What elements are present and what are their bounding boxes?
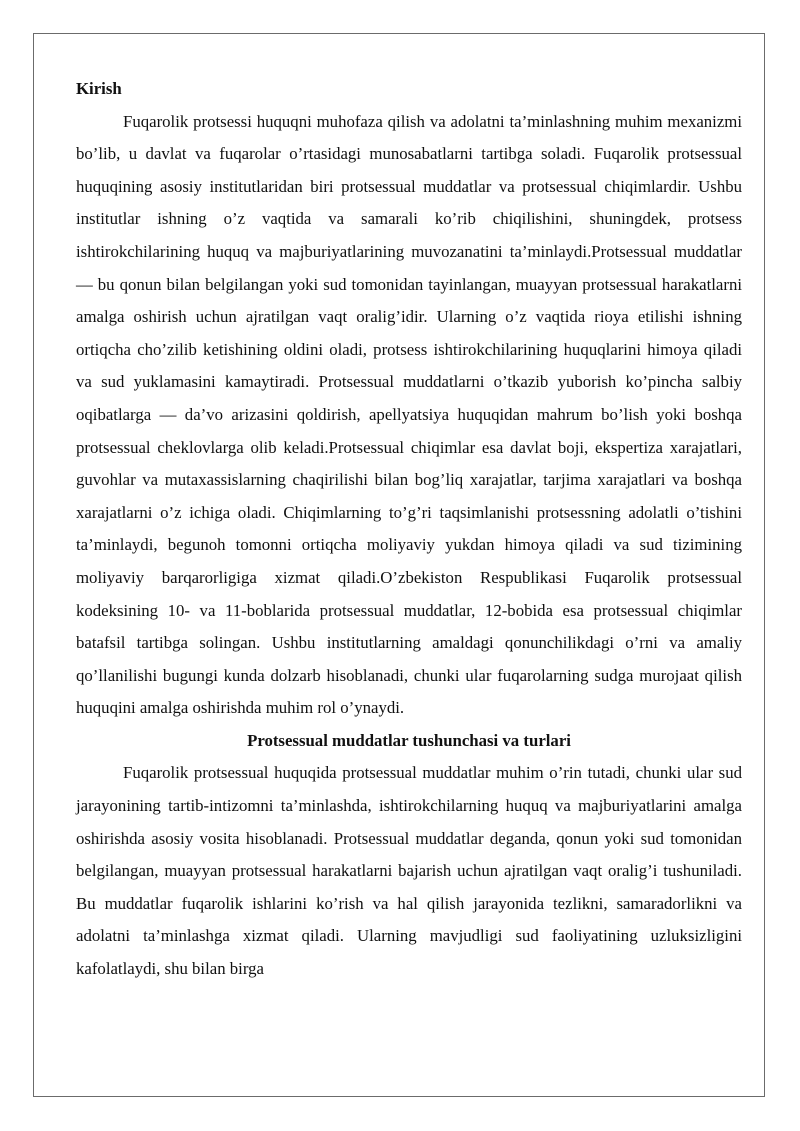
document-body — [76, 73, 742, 986]
section-paragraph: Fuqarolik protsessual huquqida protsessual muddatlar muhim o’rin tutadi, chunki ular sud jarayonining tartib-intizomni ta’minlashda, ishtirokchilarning huquq va majburiyatlarini amalga oshirishda asosiy vosita hisoblanadi. Protsessual muddatlar deganda, qonun yoki sud tomonidan belgilangan, muayyan protsessual harakatlarni bajarish uchun ajratilgan vaqt oralig’i tushuniladi. Bu muddatlar fuqarolik ishlarini ko’rish va hal qilish jarayonida tezlikni, samaradorlikni va adolatni ta’minlashga xizmat qiladi. Ularning mavjudligi sud faoliyatining uzluksizligini kafolatlaydi, shu bilan birga — [76, 763, 742, 979]
section-heading: Protsessual muddatlar tushunchasi va turlari — [247, 730, 571, 750]
intro-paragraph: Fuqarolik protsessi huquqni muhofaza qilish va adolatni ta’minlashning muhim mexanizmi bo’lib, u davlat va fuqarolar o’rtasidagi munosabatlarni tartibga soladi. Fuqarolik protsessual huquqining asosiy institutlaridan biri protsessual muddatlar va protsessual chiqimlardir. Ushbu institutlar ishning o’z vaqtida va samarali ko’rib chiqilishini, shuningdek, protsess ishtirokchilarining huquq va majburiyatlarining muvozanatini ta’minlaydi.Protsessual muddatlar — bu qonun bilan belgilangan yoki sud tomonidan tayinlangan, muayyan protsessual harakatlarni amalga oshirish uchun ajratilgan vaqt oralig’idir. Ularning o’z vaqtida rioya etilishi ishning ortiqcha cho’zilib ketishining oldini oladi, protsess ishtirokchilarining huquqlarini himoya qiladi va sud yuklamasini kamaytiradi. Protsessual muddatlarni o’tkazib yuborish ko’pincha salbiy oqibatlarga — da’vo arizasini qoldirish, apellyatsiya huquqidan mahrum bo’lish yoki boshqa protsessual cheklovlarga olib keladi.Protsessual chiqimlar esa davlat boji, ekspertiza xarajatlari, guvohlar va mutaxassislarning chaqirilishi bilan bog’liq xarajatlar, tarjima xarajatlari va boshqa xarajatlarni o’z ichiga oladi. Chiqimlarning to’g’ri taqsimlanishi protsessning adolatli o’tishini ta’minlaydi, begunoh tomonni ortiqcha moliyaviy yukdan himoya qiladi va sud tizimining moliyaviy barqarorligiga xizmat qiladi.O’zbekiston Respublikasi Fuqarolik protsessual kodeksining 10- va 11-boblarida protsessual muddatlar, 12-bobida esa protsessual chiqimlar batafsil tartibga solingan. Ushbu institutlarning amaldagi qonunchilikdagi o’rni va amaliy qo’llanilishi bugungi kunda dolzarb hisoblanadi, chunki ular fuqarolarning sudga murojaat qilish huquqini amalga oshirishda muhim rol o’ynaydi. — [76, 111, 742, 718]
intro-heading: Kirish — [76, 79, 122, 98]
